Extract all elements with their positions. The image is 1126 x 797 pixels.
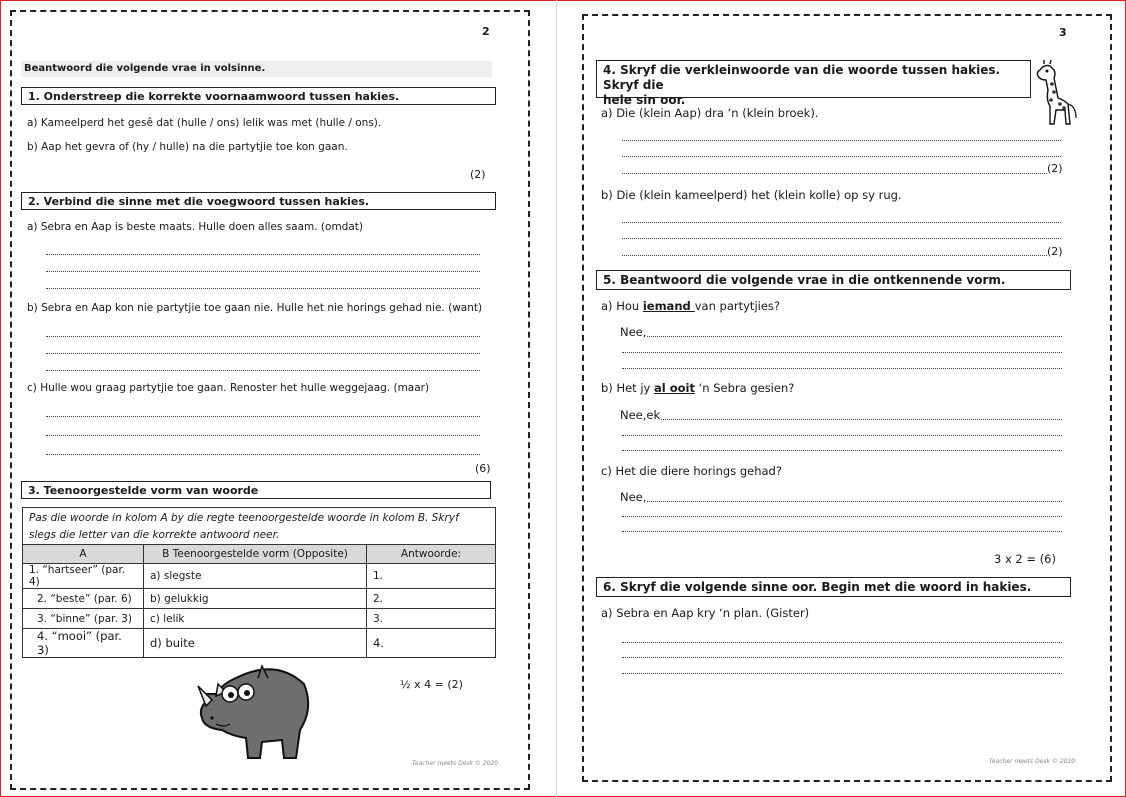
table-row bbox=[23, 589, 496, 609]
question-2c: c) Hulle wou graag partytjie toe gaan. Renoster het hulle weggejaag. (maar) bbox=[27, 382, 430, 394]
answer-prefix: Nee, bbox=[620, 325, 647, 339]
question-4-heading-line: 4. Skryf die verkleinwoorde van die woorde tussen hakies. Skryf die bbox=[603, 63, 1001, 92]
question-3-heading: 3. Teenoorgestelde vorm van woorde bbox=[21, 481, 491, 499]
matching-instruction-line: slegs die letter van die korrekte antwoord neer. bbox=[29, 529, 280, 541]
answer-line[interactable] bbox=[622, 368, 1062, 369]
column-a-cell: 3. “binne” (par. 3) bbox=[23, 609, 144, 629]
column-a-cell: 1. “hartseer” (par. 4) bbox=[23, 564, 144, 589]
table-row bbox=[23, 609, 496, 629]
question-1b: b) Aap het gevra of (hy / hulle) na die partytjie toe kon gaan. bbox=[27, 141, 348, 153]
answer-line[interactable] bbox=[46, 435, 480, 436]
question-5-heading: 5. Beantwoord die volgende vrae in die ontkennende vorm. bbox=[596, 270, 1071, 290]
column-a-header: A bbox=[23, 545, 144, 564]
answer-line[interactable] bbox=[622, 173, 1047, 174]
answer-line[interactable] bbox=[622, 516, 1062, 517]
question-4-heading bbox=[596, 60, 1031, 107]
question-4b: b) Die (klein kameelperd) het (klein kolle) op sy rug. bbox=[601, 188, 902, 202]
answer-line[interactable] bbox=[622, 657, 1062, 658]
question-5b-text: b) Het jy bbox=[601, 381, 654, 395]
page-number: 3 bbox=[1059, 26, 1067, 39]
question-3-mark: ½ x 4 = (2) bbox=[400, 678, 463, 691]
answer-line[interactable] bbox=[46, 336, 480, 337]
question-2-heading: 2. Verbind die sinne met die voegwoord tussen hakies. bbox=[21, 192, 496, 210]
page-gutter bbox=[556, 0, 557, 797]
answers-column-header: Antwoorde: bbox=[367, 545, 496, 564]
question-2b: b) Sebra en Aap kon nie partytjie toe gaan nie. Hulle het nie horings gehad nie. (want) bbox=[27, 302, 483, 314]
matching-instruction bbox=[22, 507, 496, 544]
underlined-word: iemand bbox=[642, 299, 695, 313]
question-4-heading-line: hele sin oor. bbox=[603, 93, 686, 107]
answer-line[interactable] bbox=[46, 353, 480, 354]
column-a-cell: 4. “mooi” (par. 3) bbox=[23, 629, 144, 658]
answer-line[interactable] bbox=[46, 454, 480, 455]
answer-prefix: Nee, bbox=[620, 490, 647, 504]
answer-line[interactable] bbox=[647, 336, 1062, 337]
question-1a: a) Kameelperd het gesê dat (hulle / ons) lelik was met (hulle / ons). bbox=[27, 117, 382, 129]
answer-line[interactable] bbox=[46, 288, 480, 289]
answer-line[interactable] bbox=[622, 156, 1061, 157]
copyright-signature: Teacher meets Desk © 2020 bbox=[412, 760, 499, 767]
answer-line[interactable] bbox=[622, 238, 1061, 239]
column-a-cell: 2. “beste” (par. 6) bbox=[23, 589, 144, 609]
underlined-word: al ooit bbox=[654, 381, 695, 395]
question-6a: a) Sebra en Aap kry ‘n plan. (Gister) bbox=[601, 606, 810, 620]
answer-line[interactable] bbox=[661, 419, 1062, 420]
answer-line[interactable] bbox=[622, 352, 1062, 353]
question-5a-text: a) Hou bbox=[601, 299, 643, 313]
column-b-cell: c) lelik bbox=[144, 609, 367, 629]
question-2-mark: (6) bbox=[475, 462, 491, 475]
question-6-heading: 6. Skryf die volgende sinne oor. Begin met die woord in hakies. bbox=[596, 577, 1071, 597]
answer-line[interactable] bbox=[622, 222, 1061, 223]
question-5a-text: van partytjies? bbox=[694, 299, 781, 313]
answer-prefix: Nee,ek bbox=[620, 408, 661, 422]
question-1-heading: 1. Onderstreep die korrekte voornaamwoord tussen hakies. bbox=[21, 87, 496, 105]
question-1-mark: (2) bbox=[470, 168, 486, 181]
answer-line[interactable] bbox=[647, 501, 1062, 502]
question-5b bbox=[601, 381, 794, 395]
worksheet-page-3 bbox=[582, 14, 1112, 782]
answer-line[interactable] bbox=[622, 255, 1047, 256]
page-number: 2 bbox=[482, 25, 490, 38]
table-row bbox=[23, 629, 496, 658]
table-row bbox=[23, 564, 496, 589]
answer-cell[interactable]: 4. bbox=[367, 629, 496, 658]
column-b-header: B Teenoorgestelde vorm (Opposite) bbox=[144, 545, 367, 564]
rhino-icon bbox=[196, 660, 314, 762]
answer-cell[interactable]: 1. bbox=[367, 564, 496, 589]
column-b-cell: d) buite bbox=[144, 629, 367, 658]
question-5a bbox=[601, 299, 780, 313]
table-header-row bbox=[23, 545, 496, 564]
copyright-signature: Teacher meets Desk © 2020 bbox=[989, 758, 1076, 765]
instruction-text: Beantwoord die volgende vrae in volsinne. bbox=[21, 61, 492, 77]
answer-line[interactable] bbox=[46, 254, 480, 255]
question-5c: c) Het die diere horings gehad? bbox=[601, 464, 782, 478]
question-4b-mark: (2) bbox=[1047, 245, 1063, 258]
matching-table bbox=[22, 544, 496, 658]
giraffe-icon bbox=[1030, 60, 1080, 126]
question-4a: a) Die (klein Aap) dra ‘n (klein broek). bbox=[601, 106, 819, 120]
answer-line[interactable] bbox=[622, 450, 1062, 451]
answer-cell[interactable]: 3. bbox=[367, 609, 496, 629]
answer-line[interactable] bbox=[622, 140, 1061, 141]
answer-line[interactable] bbox=[46, 370, 480, 371]
question-5b-text: ‘n Sebra gesien? bbox=[694, 381, 795, 395]
question-2a: a) Sebra en Aap is beste maats. Hulle doen alles saam. (omdat) bbox=[27, 221, 363, 233]
question-4a-mark: (2) bbox=[1047, 162, 1063, 175]
column-b-cell: b) gelukkig bbox=[144, 589, 367, 609]
answer-line[interactable] bbox=[46, 416, 480, 417]
question-5-mark: 3 x 2 = (6) bbox=[994, 552, 1056, 566]
answer-line[interactable] bbox=[622, 642, 1062, 643]
answer-line[interactable] bbox=[46, 271, 480, 272]
worksheet-page-2 bbox=[10, 10, 530, 790]
column-b-cell: a) slegste bbox=[144, 564, 367, 589]
answer-line[interactable] bbox=[622, 531, 1062, 532]
answer-cell[interactable]: 2. bbox=[367, 589, 496, 609]
matching-instruction-line: Pas die woorde in kolom A by die regte teenoorgestelde woorde in kolom B. Skryf bbox=[29, 512, 459, 524]
answer-line[interactable] bbox=[622, 435, 1062, 436]
answer-line[interactable] bbox=[622, 673, 1062, 674]
